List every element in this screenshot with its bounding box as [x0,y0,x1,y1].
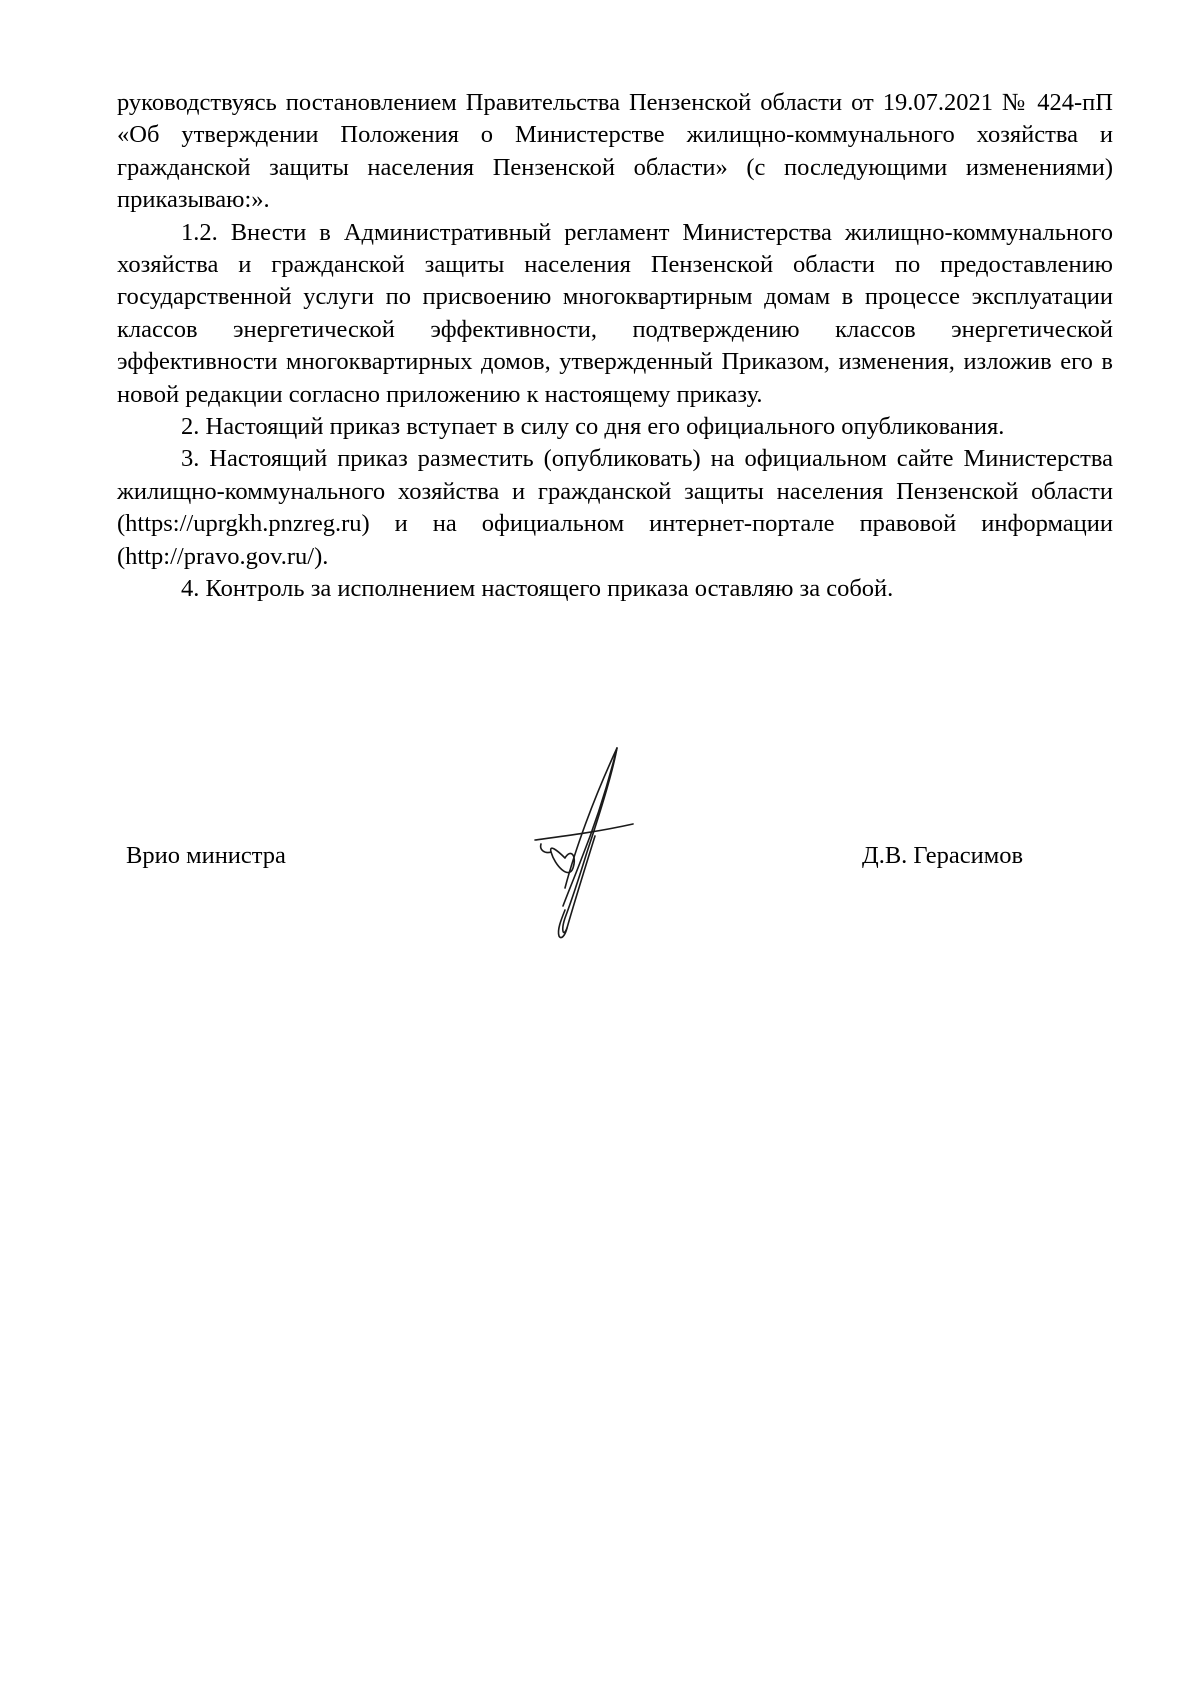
paragraph-item-4: 4. Контроль за исполнением настоящего приказа оставляю за собой. [181,575,894,603]
paragraph-item-2: 2. Настоящий приказ вступает в силу со дня его официального опубликования. [181,413,1005,441]
signature-block [0,740,1200,960]
signer-name: Д.В. Герасимов [862,842,1024,869]
document-body [117,87,1113,606]
position-title: Врио министра [126,842,286,869]
paragraph-intro: руководствуясь постановлением Правительства Пензенской области от 19.07.2021 № 424-пП «Об утверждении Положения о Министерстве жилищно-коммунального хозяйства и гражданской защиты населения Пензенской области» (с последующими изменениями) приказываю:». [117,89,1113,214]
paragraph-item-1-2: 1.2. Внести в Административный регламент Министерства жилищно-коммунального хозяйства и гражданской защиты населения Пензенской области по предоставлению государственной услуги по присвоению многоквартирным домам в процессе эксплуатации классов энергетической эффективности, подтверждению классов энергетической эффективности многоквартирных домов, утвержденный Приказом, изменения, изложив его в новой редакции согласно приложению к настоящему приказу. [117,218,1113,408]
paragraph-item-3: 3. Настоящий приказ разместить (опубликовать) на официальном сайте Министерства жилищно-коммунального хозяйства и гражданской защиты населения Пензенской области (https://uprgkh.pnzreg.ru) и на официальном интернет-портале правовой информации (http://pravo.gov.ru/). [117,445,1113,570]
handwritten-signature [505,740,665,950]
